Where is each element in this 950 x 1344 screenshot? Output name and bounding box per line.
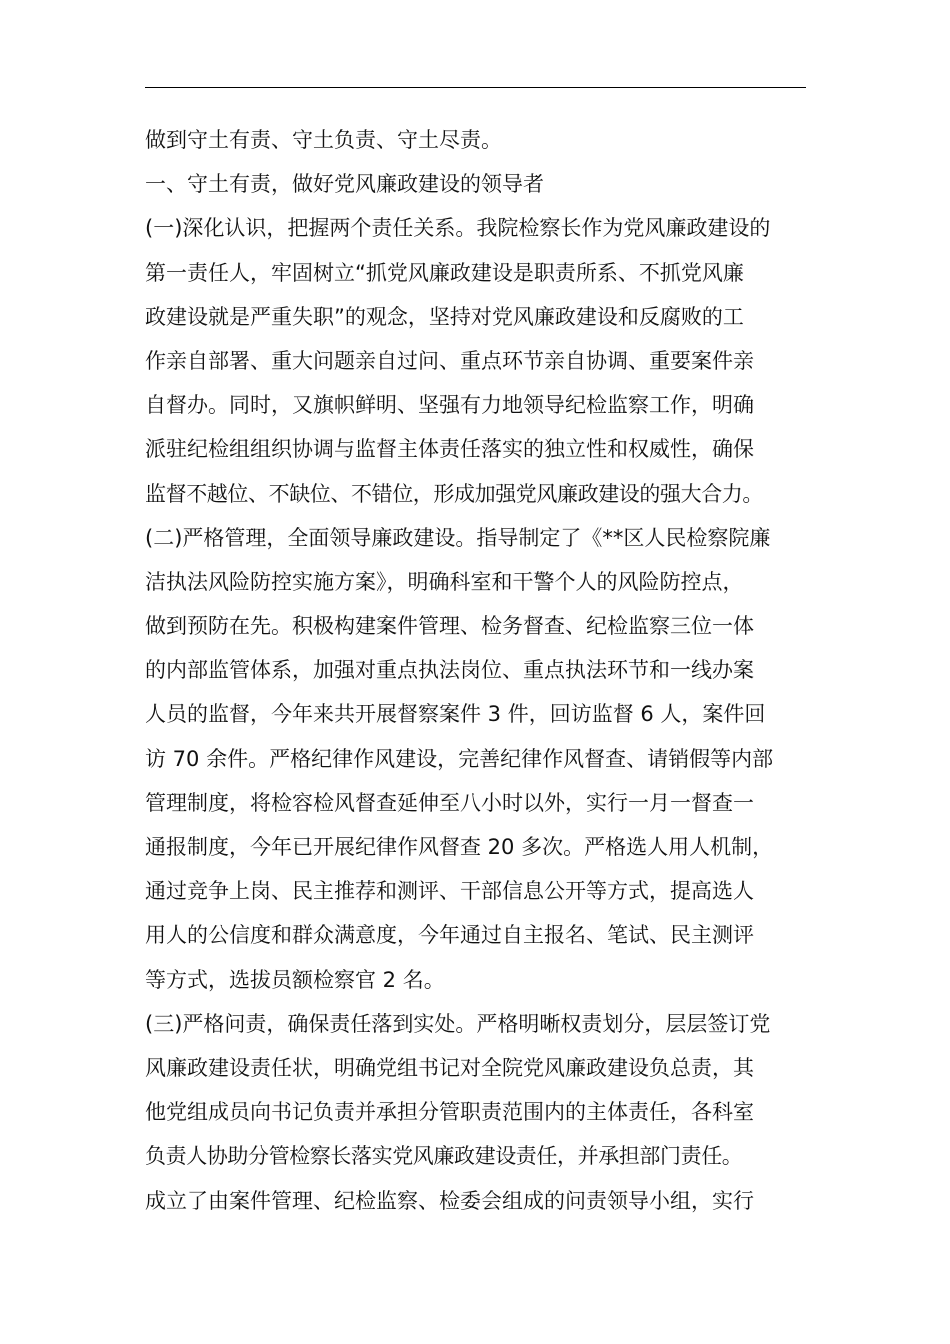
section-heading: 一、守土有责，做好党风廉政建设的领导者 (145, 172, 544, 197)
text-line: 做到守土有责、守土负责、守土尽责。 (145, 128, 502, 152)
text-line: (三)严格问责，确保责任落到实处。严格明晰权责划分，层层签订党 (145, 1011, 771, 1036)
header-rule (145, 87, 806, 88)
text-line: 通报制度，今年已开展纪律作风督查 20 多次。严格选人用人机制， (145, 835, 774, 859)
text-line: 用人的公信度和群众满意度，今年通过自主报名、笔试、民主测评 (145, 923, 754, 948)
text-line: 负责人协助分管检察长落实党风廉政建设责任，并承担部门责任。 (145, 1144, 743, 1169)
text-line: 的内部监管体系，加强对重点执法岗位、重点执法环节和一线办案 (145, 658, 754, 683)
text-line: 做到预防在先。积极构建案件管理、检务督查、纪检监察三位一体 (145, 614, 754, 639)
text-line: 政建设就是严重失职”的观念，坚持对党风廉政建设和反腐败的工 (145, 304, 744, 329)
text-line: 第一责任人，牢固树立“抓党风廉政建设是职责所系、不抓党风廉 (145, 260, 744, 285)
text-line: 风廉政建设责任状，明确党组书记对全院党风廉政建设负总责，其 (145, 1055, 754, 1080)
text-line: 派驻纪检组组织协调与监督主体责任落实的独立性和权威性，确保 (145, 437, 754, 462)
text-line: 访 70 余件。严格纪律作风建设，完善纪律作风督查、请销假等内部 (145, 746, 774, 771)
text-line: 监督不越位、不缺位、不错位，形成加强党风廉政建设的强大合力。 (145, 481, 763, 506)
text-line: 自督办。同时，又旗帜鲜明、坚强有力地领导纪检监察工作，明确 (145, 393, 754, 418)
text-line: 通过竞争上岗、民主推荐和测评、干部信息公开等方式，提高选人 (145, 879, 754, 904)
text-line: 成立了由案件管理、纪检监察、检委会组成的问责领导小组，实行 (145, 1188, 754, 1213)
text-line: (二)严格管理，全面领导廉政建设。指导制定了《**区人民检察院廉 (145, 525, 771, 550)
text-line: 管理制度，将检容检风督查延伸至八小时以外，实行一月一督查一 (145, 790, 754, 815)
text-line: (一)深化认识，把握两个责任关系。我院检察长作为党风廉政建设的 (145, 216, 771, 241)
text-line: 洁执法风险防控实施方案》，明确科室和干警个人的风险防控点， (145, 569, 744, 594)
body-text (145, 118, 810, 1223)
text-line: 他党组成员向书记负责并承担分管职责范围内的主体责任，各科室 (145, 1100, 754, 1125)
text-line: 等方式，选拔员额检察官 2 名。 (145, 967, 445, 992)
text-line: 作亲自部署、重大问题亲自过问、重点环节亲自协调、重要案件亲 (145, 348, 754, 373)
text-line: 人员的监督，今年来共开展督察案件 3 件，回访监督 6 人，案件回 (145, 702, 766, 727)
